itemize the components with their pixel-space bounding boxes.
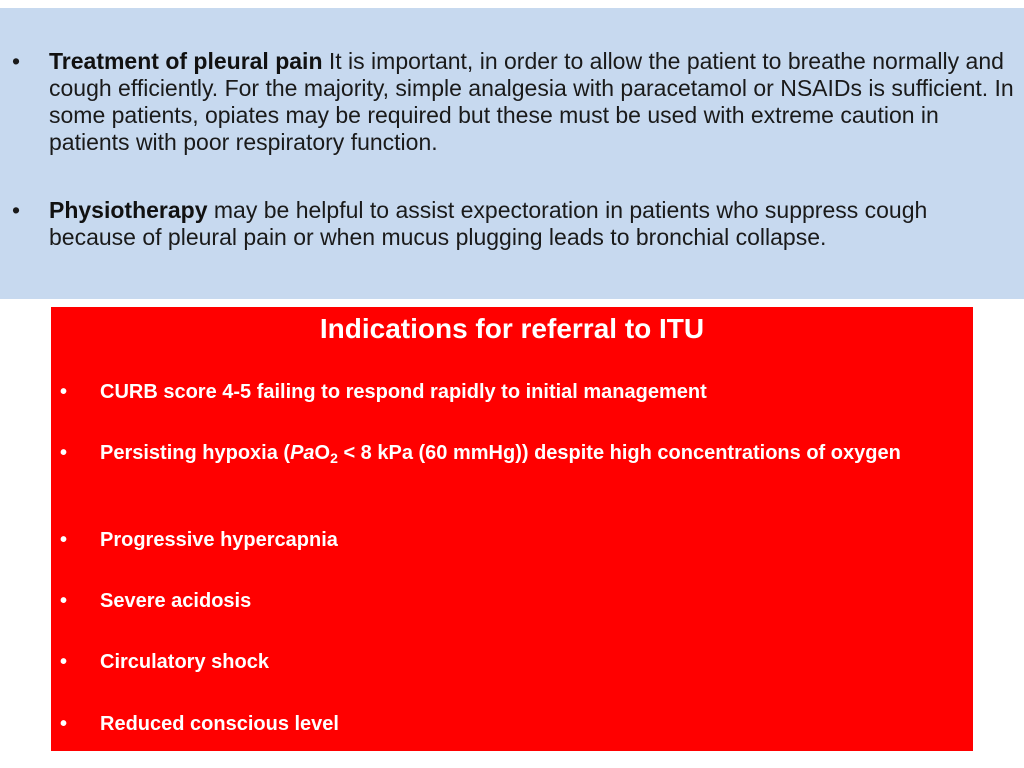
bullet-icon: • [60,713,68,735]
bullet-text [49,48,1014,156]
bullet-icon: • [60,381,68,403]
itu-referral-box [51,307,973,751]
itu-item-text: Circulatory shock [100,651,269,673]
bullet-icon: • [60,442,68,464]
hypoxia-o: O [314,442,331,464]
itu-item-text: CURB score 4-5 failing to respond rapidly to initial management [100,381,707,403]
itu-item-text-hypoxia [100,441,920,466]
bullet-heading: Treatment of pleural pain [49,48,323,74]
itu-item-text: Reduced conscious level [100,713,339,735]
bullet-icon: • [12,197,21,223]
bullet-heading: Physiotherapy [49,197,208,223]
bullet-icon: • [60,651,68,673]
hypoxia-subscript: 2 [330,450,338,466]
hypoxia-suffix: < 8 kPa (60 mmHg)) despite high concentrations of oxygen [337,442,901,464]
itu-item-text: Progressive hypercapnia [100,529,338,551]
bullet-icon: • [60,590,68,612]
bullet-icon: • [12,48,21,74]
bullet-icon: • [60,529,68,551]
hypoxia-prefix: Persisting hypoxia ( [100,442,291,464]
itu-item-text: Severe acidosis [100,590,252,612]
bullet-body: may be helpful to assist expectoration in patients who suppress cough because of pleural pain or when mucus plugging leads to bronchial collapse. [49,197,928,250]
hypoxia-italic: Pa [290,442,315,464]
bullet-body: It is important, in order to allow the patient to breathe normally and cough efficiently. For the majority, simple analgesia with paracetamol or NSAIDs is sufficient. In some patients, opiates may be required but these must be used with extreme caution in patients with poor respiratory function. [49,48,1014,155]
bullet-text [49,197,1014,251]
itu-box-title: Indications for referral to ITU [319,313,705,344]
pleural-pain-text-box [0,8,1024,299]
